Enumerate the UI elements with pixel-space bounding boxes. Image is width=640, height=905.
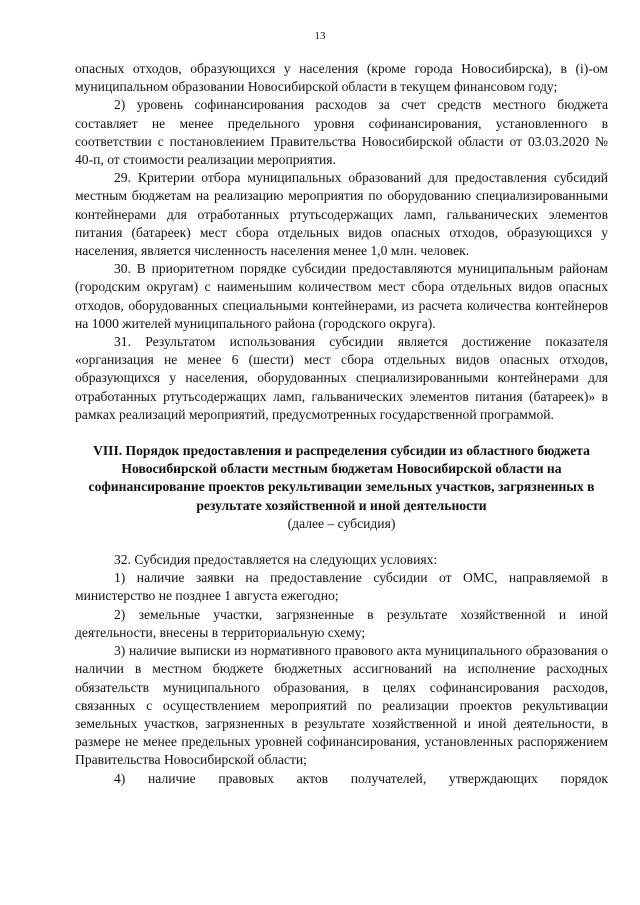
paragraph-32: 32. Субсидия предоставляется на следующих условиях:: [114, 552, 438, 568]
section-title: VIII. Порядок предоставления и распределения субсидии из областного бюджета Новосибирской области местным бюджетам Новосибирской области на софинансирование проектов рекультивации земельных участков, загрязненных в результате хозяйственной и иной деятельности: [88, 443, 595, 513]
section-subtitle: (далее – субсидия): [287, 515, 396, 531]
paragraph-32-item-3: 3) наличие выписки из нормативного правового акта муниципального образования о наличии в местном бюджете бюджетных ассигнований на исполнение расходных обязательств муниципального образования, в целях софинансирования расходов, связанных с осуществлением мероприятий по реализации проектов рекультивации земельных участков, загрязненных в результате хозяйственной и иной деятельности, в размере не менее предельных уровней софинансирования, установленных распоряжением Правительства Новосибирской области;: [75, 643, 608, 768]
paragraph-item-2: 2) уровень софинансирования расходов за счет средств местного бюджета составляет не менее предельного уровня софинансирования, установленного в соответствии с постановлением Правительства Новосибирской области от 03.03.2020 № 40-п, от стоимости реализации мероприятия.: [75, 97, 608, 168]
spacer: [75, 533, 608, 551]
paragraph-32-item-2: 2) земельные участки, загрязненные в результате хозяйственной и иной деятельности, внесены в территориальную схему;: [75, 606, 608, 640]
page-number: 13: [314, 30, 326, 42]
paragraph-31: 31. Результатом использования субсидии является достижение показателя «организация не менее 6 (шести) мест сбора отдельных видов опасных отходов, образующихся у населения, оборудованных специализированными контейнерами для отработанных ртутьсодержащих ламп, гальванических элементов питания (батареек)» в рамках реализаций мероприятий, предусмотренных государственной программой.: [75, 334, 608, 422]
paragraph-continuation: опасных отходов, образующихся у населения (кроме города Новосибирска), в (i)-ом муниципальном образовании Новосибирской области в текущем финансовом году;: [75, 61, 608, 95]
paragraph-30: 30. В приоритетном порядке субсидии предоставляются муниципальным районам (городским округам) с наименьшим количеством мест сбора отдельных видов опасных отходов, оборудованных специальными контейнерами, из расчета количества контейнеров на 1000 жителей муниципального района (городского округа).: [75, 261, 608, 331]
paragraph-32-item-1: 1) наличие заявки на предоставление субсидии от ОМС, направляемой в министерство не позднее 1 августа ежегодно;: [75, 570, 608, 604]
paragraph-29: 29. Критерии отбора муниципальных образований для предоставления субсидий местным бюджетам на реализацию мероприятия по оборудованию специализированными контейнерами для отработанных ртутьсодержащих ламп, гальванических элементов питания (батареек) мест сбора отдельных видов опасных отходов, образующихся у населения, является численность населения менее 1,0 млн. человек.: [75, 170, 608, 259]
paragraph-32-item-4: 4) наличие правовых актов получателей, утверждающих порядок: [114, 770, 608, 786]
document-body: [75, 60, 608, 788]
section-heading: [75, 442, 608, 533]
